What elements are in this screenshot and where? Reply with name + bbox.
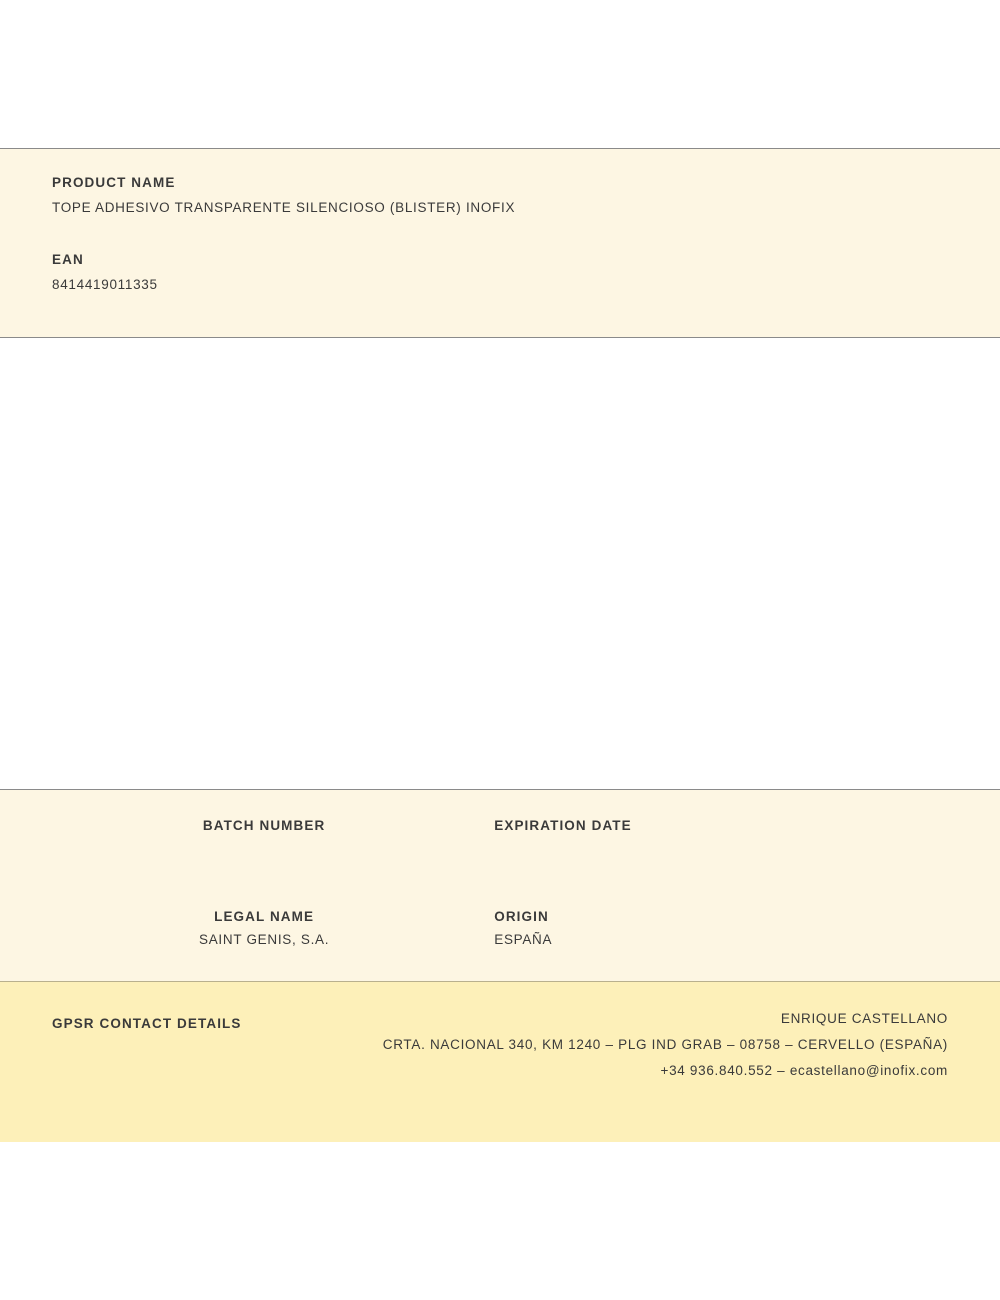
middle-whitespace bbox=[0, 338, 1000, 789]
batch-row bbox=[52, 818, 948, 857]
legal-name-label: LEGAL NAME bbox=[214, 909, 315, 924]
legal-name-field bbox=[52, 909, 446, 948]
product-header-block bbox=[0, 148, 1000, 338]
batch-row-spacer bbox=[52, 857, 948, 909]
batch-legal-block bbox=[0, 789, 1000, 982]
ean-field bbox=[52, 252, 948, 292]
expiration-date-field bbox=[446, 818, 948, 857]
gpsr-contact-person: ENRIQUE CASTELLANO bbox=[780, 1011, 948, 1026]
batch-number-label: BATCH NUMBER bbox=[202, 818, 326, 833]
expiration-date-value bbox=[494, 841, 948, 857]
top-whitespace bbox=[0, 0, 1000, 148]
batch-number-value bbox=[82, 841, 446, 857]
product-name-value: TOPE ADHESIVO TRANSPARENTE SILENCIOSO (BLISTER) INOFIX bbox=[52, 200, 516, 215]
bottom-whitespace bbox=[0, 1142, 1000, 1300]
product-name-field bbox=[52, 175, 948, 215]
origin-label: ORIGIN bbox=[494, 909, 549, 924]
gpsr-contact-title: GPSR CONTACT DETAILS bbox=[52, 1016, 242, 1031]
legal-row bbox=[52, 909, 948, 948]
ean-label: EAN bbox=[52, 252, 84, 267]
expiration-date-label: EXPIRATION DATE bbox=[494, 818, 632, 833]
origin-value: ESPAÑA bbox=[494, 932, 553, 947]
ean-value: 8414419011335 bbox=[52, 277, 158, 292]
gpsr-contact-block bbox=[0, 982, 1000, 1142]
gpsr-contact-lines bbox=[383, 1006, 948, 1084]
product-name-label: PRODUCT NAME bbox=[52, 175, 176, 190]
gpsr-contact-address: CRTA. NACIONAL 340, KM 1240 – PLG IND GRAB – 08758 – CERVELLO (ESPAÑA) bbox=[382, 1037, 948, 1052]
origin-field bbox=[446, 909, 948, 948]
batch-number-field bbox=[52, 818, 446, 857]
gpsr-contact-phone-email: +34 936.840.552 – ecastellano@inofix.com bbox=[660, 1063, 948, 1078]
legal-name-value: SAINT GENIS, S.A. bbox=[199, 932, 330, 947]
